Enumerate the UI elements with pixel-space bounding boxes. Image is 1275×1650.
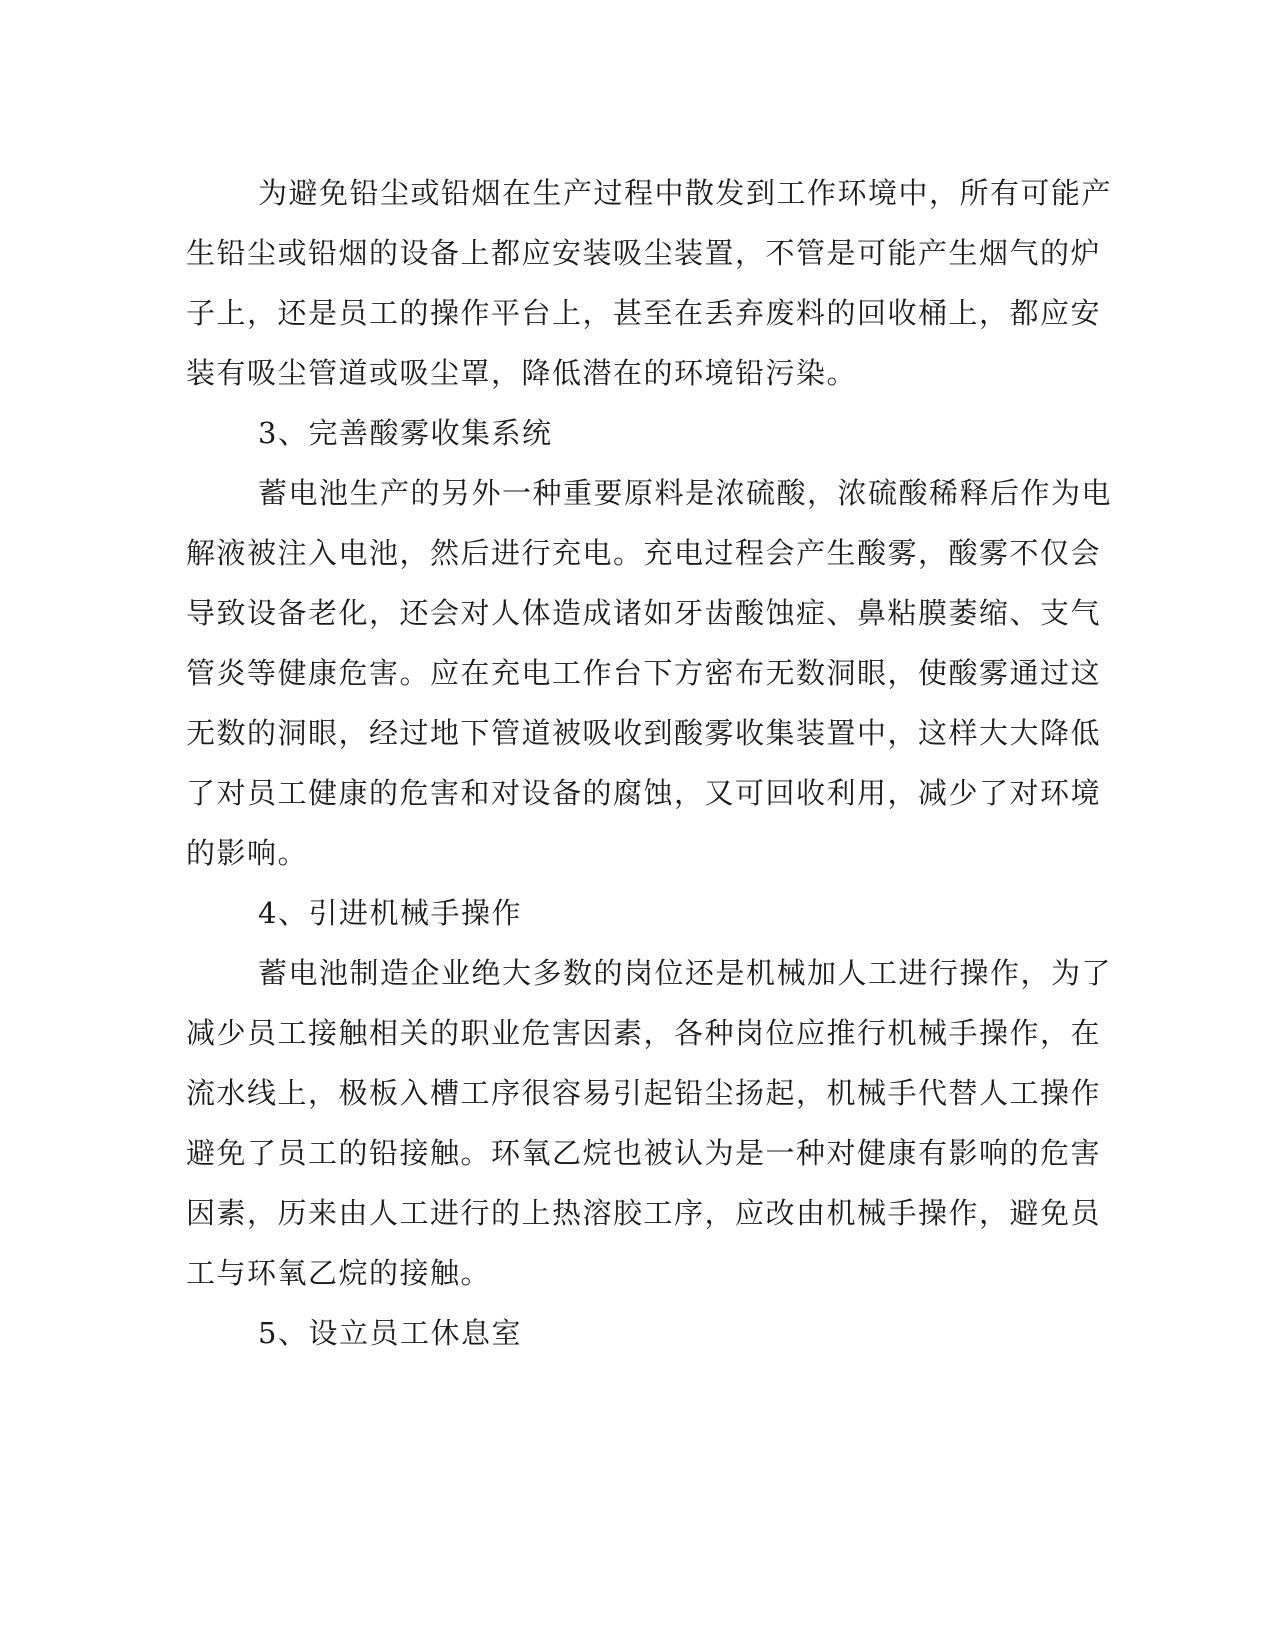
section-heading-3: 3、完善酸雾收集系统 (258, 416, 553, 450)
paragraph-line: 装有吸尘管道或吸尘罩，降低潜在的环境铅污染。 (186, 356, 858, 390)
paragraph-line: 的影响。 (186, 836, 309, 870)
paragraph-line: 流水线上，极板入槽工序很容易引起铅尘扬起，机械手代替人工操作 (186, 1076, 1102, 1110)
paragraph-line: 为避免铅尘或铅烟在生产过程中散发到工作环境中，所有可能产 (258, 176, 1113, 210)
paragraph-line: 因素，历来由人工进行的上热溶胶工序，应改由机械手操作，避免员 (186, 1196, 1102, 1230)
paragraph-line: 蓄电池生产的另外一种重要原料是浓硫酸，浓硫酸稀释后作为电 (258, 476, 1113, 510)
document-body (186, 163, 1113, 1363)
paragraph-line: 了对员工健康的危害和对设备的腐蚀，又可回收利用，减少了对环境 (186, 776, 1102, 810)
paragraph-line: 解液被注入电池，然后进行充电。充电过程会产生酸雾，酸雾不仅会 (186, 536, 1102, 570)
paragraph-line: 管炎等健康危害。应在充电工作台下方密布无数洞眼，使酸雾通过这 (186, 656, 1102, 690)
paragraph-line: 子上，还是员工的操作平台上，甚至在丢弃废料的回收桶上，都应安 (186, 296, 1102, 330)
paragraph-line: 导致设备老化，还会对人体造成诸如牙齿酸蚀症、鼻粘膜萎缩、支气 (186, 596, 1102, 630)
section-heading-5: 5、设立员工休息室 (258, 1316, 522, 1350)
paragraph-line: 避免了员工的铅接触。环氧乙烷也被认为是一种对健康有影响的危害 (186, 1136, 1102, 1170)
section-heading-4: 4、引进机械手操作 (258, 896, 522, 930)
paragraph-dust-collection (186, 163, 1113, 403)
paragraph-acid-mist (186, 463, 1113, 883)
paragraph-line: 生铅尘或铅烟的设备上都应安装吸尘装置，不管是可能产生烟气的炉 (186, 236, 1102, 270)
paragraph-line: 工与环氧乙烷的接触。 (186, 1256, 492, 1290)
paragraph-line: 无数的洞眼，经过地下管道被吸收到酸雾收集装置中，这样大大降低 (186, 716, 1102, 750)
paragraph-robotic-arm (186, 943, 1113, 1303)
paragraph-line: 减少员工接触相关的职业危害因素，各种岗位应推行机械手操作，在 (186, 1016, 1102, 1050)
paragraph-line: 蓄电池制造企业绝大多数的岗位还是机械加人工进行操作，为了 (258, 956, 1113, 990)
